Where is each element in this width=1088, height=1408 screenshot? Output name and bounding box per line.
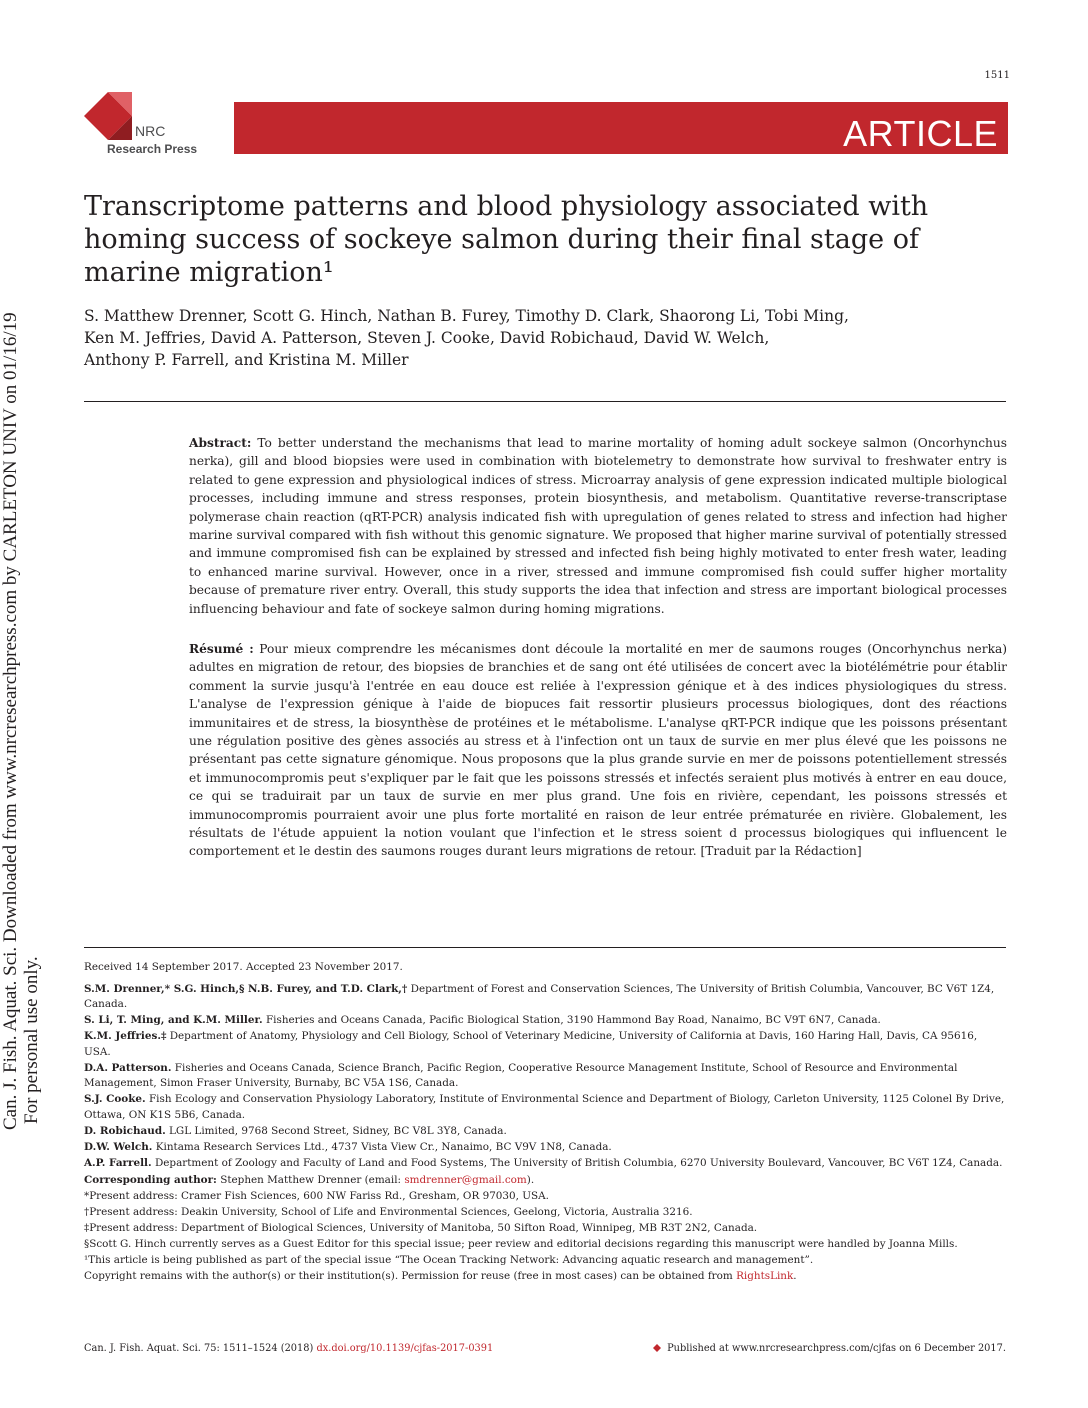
affiliation-names: D.A. Patterson. [84,1061,172,1074]
affiliation-names: S.J. Cooke. [84,1093,146,1106]
affiliation [84,1092,1006,1123]
affiliation-text: Department of Zoology and Faculty of Land and Food Systems, The University of British Columbia, 6270 University Boulevard, Vancouver, BC V6T 1Z4, Canada. [154,1156,1003,1169]
affiliation [84,1061,1006,1092]
divider-bottom [84,947,1006,948]
paper-title: Transcriptome patterns and blood physiology associated with homing success of sockeye salmon during their final stage of marine migration¹ [84,191,929,288]
footer-citation-block [84,1343,493,1354]
footer-published: Published at www.nrcresearchpress.com/cjfas on 6 December 2017. [667,1343,1006,1354]
side-note-line-2: For personal use only. [21,956,42,1124]
article-header-bar [234,102,1008,154]
article-label: ARTICLE [843,113,998,154]
author-line: Ken M. Jeffries, David A. Patterson, Steven J. Cooke, David Robichaud, David W. Welch, [84,329,770,347]
footnote-note: §Scott G. Hinch currently serves as a Guest Editor for this special issue; peer review and editorial decisions regarding this manuscript were handled by Joanna Mills. [84,1238,958,1251]
author-list [84,305,984,371]
side-note-line-1: Can. J. Fish. Aquat. Sci. Downloaded from www.nrcresearchpress.com by CARLETON UNIV on 01/16/19 [0,312,21,1130]
footnotes [84,960,1006,1285]
affiliation-text: Fisheries and Oceans Canada, Pacific Biological Station, 3190 Hammond Bay Road, Nanaimo, BC V9T 6N7, Canada. [265,1014,881,1027]
affiliation [84,1029,1006,1060]
resume [189,640,1007,861]
author-line: Anthony P. Farrell, and Kristina M. Miller [84,351,409,369]
affiliation-text: Fisheries and Oceans Canada, Science Branch, Pacific Region, Cooperative Resource Management Institute, School of Resource and Environmental Management, Simon Fraser University, Burnaby, BC V5A 1S6, Canada. [84,1061,958,1090]
abstract-text: To better understand the mechanisms that lead to marine mortality of homing adult sockeye salmon (Oncorhynchus nerka), gill and blood biopsies were used in combination with biotelemetry to demonstrate how survival to freshwater entry is related to gene expression and physiological indices of stress. Microarray analysis of gene expression indicated multiple biological processes, including immune and stress responses, protein biosynthesis, and metabolism. Quantitative reverse-transcriptase polymerase chain reaction (qRT-PCR) analysis indicated fish with upregulation of genes related to stress and infection had higher marine survival compared with fish without this genomic signature. We proposed that higher marine survival of potentially stressed and immune compromised fish can be explained by stressed and infected fish being highly motivated to enter fresh water, leading to enhanced marine survival. However, once in a river, stressed and immune compromised fish could suffer higher mortality because of premature river entry. Overall, this study supports the idea that infection and stress are important biological processes influencing behaviour and fate of sockeye salmon during homing migrations. [189,436,1007,616]
affiliation [84,1156,1006,1172]
divider-top [84,401,1006,402]
page-number: 1511 [984,70,1010,81]
affiliation-names: A.P. Farrell. [84,1156,152,1169]
affiliation-names: D.W. Welch. [84,1140,153,1153]
resume-label: Résumé : [189,642,254,656]
corresponding-end: ). [526,1174,535,1187]
footer-citation: Can. J. Fish. Aquat. Sci. 75: 1511–1524 (2018) [84,1343,314,1354]
corresponding-text: Stephen Matthew Drenner (email: [220,1174,402,1187]
affiliation-text: LGL Limited, 9768 Second Street, Sidney, BC V8L 3Y8, Canada. [169,1124,507,1137]
affiliation [84,1140,1006,1156]
copyright-end: . [793,1270,797,1283]
footnote-note: ‡Present address: Department of Biological Sciences, University of Manitoba, 50 Sifton Road, Winnipeg, MB R3T 2N2, Canada. [84,1222,758,1235]
author-line: S. Matthew Drenner, Scott G. Hinch, Nathan B. Furey, Timothy D. Clark, Shaorong Li, Tobi Ming, [84,307,849,325]
corresponding-email-link[interactable]: smdrenner@gmail.com [404,1174,527,1187]
footnote-note: ¹This article is being published as part of the special issue “The Ocean Tracking Network: Advancing aquatic research and management”. [84,1254,814,1267]
affiliation [84,1124,1006,1140]
resume-text: Pour mieux comprendre les mécanismes dont découle la mortalité en mer de saumons rouges (Oncorhynchus nerka) adultes en migration de retour, des biopsies de branchies et de sang ont été utilisées de concert avec la biotélémétrie pour établir comment la survie jusqu'à l'entrée en eau douce est reliée à l'expression génique et à des indices physiologiques du stress. L'analyse de l'expression génique à l'aide de biopuces fait ressortir plusieurs processus biologiques, dont des réactions immunitaires et de stress, la biosynthèse de protéines et le métabolisme. L'analyse qRT-PCR indique que les poissons présentant une régulation positive des gènes associés au stress et à l'infection ont un taux de survie en mer plus élevé que les poissons ne présentant pas cette signature génomique. Nous proposons que la plus grande survie en mer de poissons potentiellement stressés et immunocompromis peut s'expliquer par le fait que les poissons stressés et infectés seraient plus motivés à entrer en eau douce, ce qui se traduirait par un taux de survie en mer plus grand. Une fois en rivière, cependant, les poissons stressés et immunocompromis pourraient avoir une plus forte mortalité en raison de leur entrée prématurée en rivière. Globalement, les résultats de l'étude appuient la notion voulant que l'infection et le stress soient d processus biologiques qui influencent le comportement et le destin des saumons rouges durant leurs migrations de retour. [Traduit par la Rédaction] [189,642,1008,859]
corresponding-label: Corresponding author: [84,1174,217,1187]
logo-text-nrc: NRC [135,123,166,139]
corresponding-author [84,1173,1006,1189]
footer-doi-link[interactable]: dx.doi.org/10.1139/cjfas-2017-0391 [316,1343,494,1354]
affiliation-names: D. Robichaud. [84,1124,166,1137]
affiliation-names: S. Li, T. Ming, and K.M. Miller. [84,1014,263,1027]
abstract-label: Abstract: [189,436,252,450]
affiliation-text: Fish Ecology and Conservation Physiology Laboratory, Institute of Environmental Science and Department of Biology, Carleton University, 1125 Colonel By Drive, Ottawa, ON K1S 5B6, Canada. [84,1093,1005,1121]
affiliation-text: Department of Forest and Conservation Sciences, The University of British Columbia, Vancouver, BC V6T 1Z4, Canada. [84,982,995,1011]
abstract [189,434,1007,618]
affiliation-names: K.M. Jeffries.‡ [84,1030,167,1043]
received-date: Received 14 September 2017. Accepted 23 November 2017. [84,961,403,973]
side-download-note [0,310,42,1130]
affiliation [84,1013,1006,1029]
nrc-mark-icon [653,1344,661,1352]
copyright-notice [84,1269,1006,1285]
copyright-text: Copyright remains with the author(s) or their institution(s). Permission for reuse (free in most cases) can be obtained from [84,1270,733,1283]
affiliation-names: S.M. Drenner,* S.G. Hinch,§ N.B. Furey, and T.D. Clark,† [84,982,408,995]
footnote-note: †Present address: Deakin University, School of Life and Environmental Sciences, Geelong, Victoria, Australia 3216. [84,1206,693,1219]
affiliation-text: Department of Anatomy, Physiology and Cell Biology, School of Veterinary Medicine, University of California at Davis, 160 Haring Hall, Davis, CA 95616, USA. [84,1030,978,1058]
footer-published-block [653,1343,1006,1354]
footnote-note: *Present address: Cramer Fish Sciences, 600 NW Fariss Rd., Gresham, OR 97030, USA. [84,1190,549,1203]
rightslink-link[interactable]: RightsLink [736,1270,794,1283]
affiliation [84,982,1006,1013]
affiliation-text: Kintama Research Services Ltd., 4737 Vista View Cr., Nanaimo, BC V9V 1N8, Canada. [155,1140,612,1153]
logo-text-research-press: Research Press [107,142,198,156]
